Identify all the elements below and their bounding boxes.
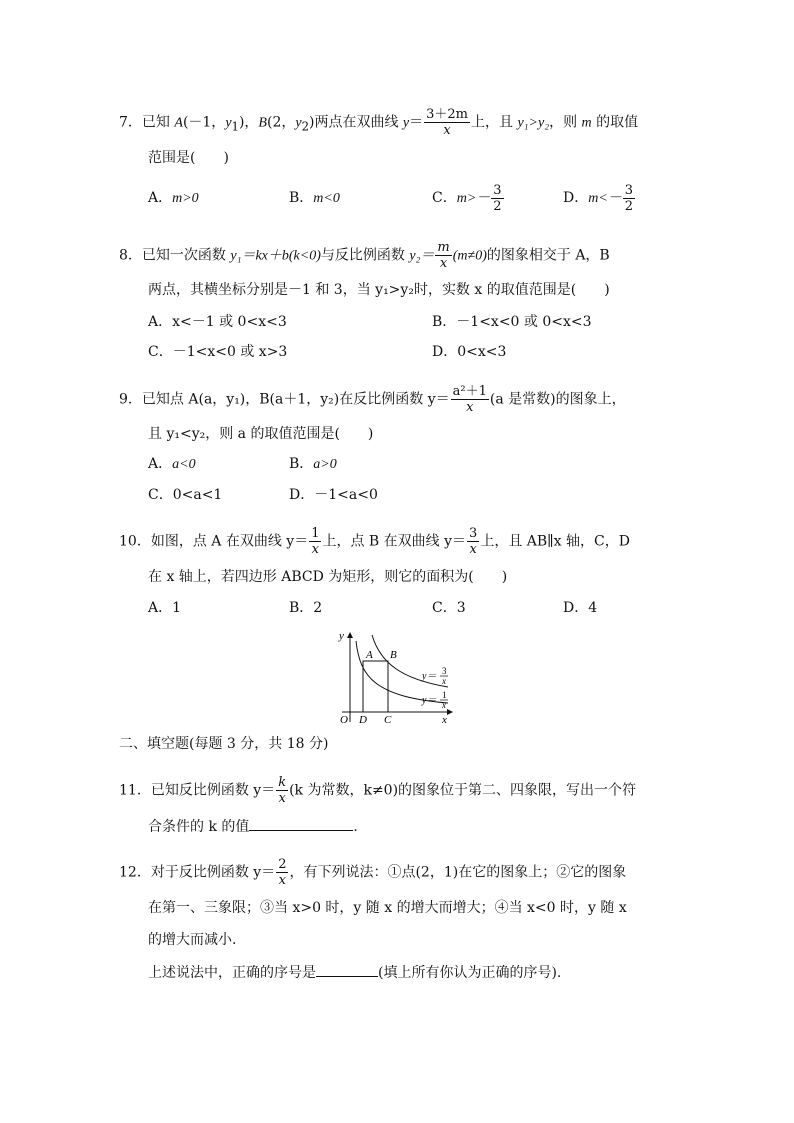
- option-text: 0<a<1: [172, 487, 223, 503]
- fraction-numerator: 3: [469, 526, 478, 541]
- q9-fraction-denominator: x: [466, 400, 474, 415]
- q9-line1: [119, 384, 626, 415]
- curve1-den: x: [442, 676, 446, 686]
- q8-option-a[interactable]: [148, 312, 287, 332]
- q10-fraction-1: [309, 526, 321, 557]
- q7-sub: 1: [231, 119, 239, 134]
- option-label: B．: [289, 456, 314, 472]
- option-label: B．: [432, 314, 457, 330]
- option-fraction: [491, 183, 503, 214]
- option-label: C．: [148, 344, 173, 360]
- q7-option-c[interactable]: [432, 178, 505, 219]
- q9-line2: 且 y₁<y₂，则 a 的取值范围是( ): [148, 426, 374, 442]
- q10-text: 上，且 AB∥x 轴，C，D: [480, 533, 630, 550]
- q12-text: 对于反比例函数 y＝: [150, 864, 276, 881]
- point-a-label: A: [366, 649, 373, 661]
- q8-option-d[interactable]: [432, 342, 506, 362]
- q9-option-b[interactable]: [289, 454, 337, 475]
- option-text: －1<a<0: [314, 487, 378, 503]
- q11-text: (k 为常数，k≠0)的图象位于第二、四象限，写出一个符: [289, 782, 637, 799]
- option-text: m<0: [313, 191, 340, 206]
- option-label: B．: [289, 190, 314, 206]
- q10-figure: [330, 627, 460, 727]
- q8-fraction-numerator: m: [437, 240, 450, 255]
- q7-fraction-denominator: x: [443, 123, 451, 138]
- fraction-denominator: 2: [493, 198, 502, 214]
- q9-option-c[interactable]: [148, 485, 222, 505]
- option-label: C．: [432, 600, 457, 616]
- q7-option-b[interactable]: [289, 188, 340, 209]
- q11-line2: [148, 816, 358, 837]
- option-text: m>0: [172, 191, 199, 206]
- option-text: 0<x<3: [457, 344, 507, 360]
- q8-expression: y₂＝: [409, 248, 435, 264]
- q7-text: 的取值: [591, 114, 639, 131]
- fraction-denominator: 2: [624, 198, 634, 214]
- q11-fraction: [276, 775, 288, 806]
- point-b-label: B: [390, 649, 397, 661]
- q9-option-d[interactable]: [289, 485, 378, 505]
- q10-text: 如图，点 A 在双曲线 y＝: [150, 533, 309, 550]
- point-c-label: C: [384, 714, 392, 726]
- fraction-denominator: x: [469, 542, 477, 557]
- point-d-label: D: [359, 714, 367, 726]
- fraction-numerator: k: [278, 775, 287, 790]
- q10-option-a[interactable]: [148, 598, 181, 618]
- q12-text: ，有下列说法：①点(2，1)在它的图象上；②它的图象: [289, 864, 627, 881]
- q10-number: 10．: [119, 533, 151, 550]
- option-fraction: [623, 183, 635, 214]
- q8-text: 已知一次函数: [141, 247, 231, 264]
- q8-option-b[interactable]: [432, 312, 592, 332]
- q11-text: 合条件的 k 的值: [148, 819, 250, 835]
- curve2-den: x: [442, 700, 446, 710]
- fraction-denominator: x: [278, 873, 286, 888]
- fraction-denominator: x: [311, 542, 320, 557]
- option-label: A．: [148, 600, 173, 616]
- q11-line1: [119, 775, 636, 806]
- q12-fraction: [276, 857, 288, 888]
- q7-text: )两点在双曲线: [309, 114, 403, 131]
- q11-answer-blank[interactable]: [249, 816, 353, 831]
- option-label: D．: [563, 600, 589, 616]
- q7-line1: [119, 107, 638, 138]
- q7-fraction-numerator: 3＋2m: [426, 107, 469, 122]
- option-label: D．: [432, 344, 458, 360]
- curve1-label: y＝: [422, 671, 437, 682]
- fraction-numerator: 3: [624, 182, 634, 198]
- q10-option-d[interactable]: [563, 598, 597, 618]
- curve2-num: 1: [442, 690, 447, 700]
- q7-text: (2，: [266, 114, 296, 131]
- q10-text: 上，点 B 在双曲线 y＝: [322, 533, 467, 550]
- fraction-numerator: 2: [278, 857, 287, 872]
- option-text: m<－: [588, 191, 622, 206]
- option-text: a<0: [172, 457, 196, 472]
- option-text: 1: [172, 600, 182, 616]
- q9-text: (a 是常数)的图象上，: [489, 391, 626, 408]
- option-label: A．: [148, 314, 173, 330]
- q7-condition: y₁>y₂: [517, 115, 550, 131]
- q7-var: y: [295, 115, 302, 131]
- q7-line2: 范围是( ): [148, 150, 229, 166]
- fraction-denominator: x: [278, 791, 286, 806]
- option-label: A．: [148, 456, 173, 472]
- q7-var: m: [581, 115, 592, 131]
- q11-number: 11．: [119, 782, 151, 799]
- q10-fraction-2: [467, 526, 479, 557]
- q12-line4: [148, 962, 561, 983]
- option-text: m>－: [456, 191, 491, 206]
- fraction-numerator: 3: [493, 182, 502, 198]
- q7-number: 7．: [119, 114, 142, 131]
- q9-fraction: [451, 384, 489, 415]
- q12-line2: 在第一、三象限；③当 x>0 时，y 随 x 的增大而增大；④当 x<0 时，y 随 x: [148, 900, 627, 916]
- q9-fraction-numerator: a²＋1: [452, 384, 487, 399]
- q12-line3: 的增大而减小.: [148, 932, 237, 948]
- q8-number: 8．: [119, 247, 142, 264]
- rectangle-abcd: [363, 661, 388, 712]
- q7-option-a[interactable]: [148, 188, 199, 209]
- q7-text: 上，且: [471, 114, 518, 131]
- origin-label: O: [340, 714, 348, 726]
- q7-point-b: B: [258, 115, 267, 131]
- option-text: 3: [456, 600, 466, 616]
- q11-text: 已知反比例函数 y＝: [150, 782, 276, 799]
- q12-text: (填上所有你认为正确的序号).: [378, 965, 562, 981]
- y-axis-label: y: [339, 630, 344, 642]
- q8-expression: (m≠0): [452, 248, 487, 264]
- q12-line1: [119, 857, 626, 888]
- x-axis-label: x: [442, 714, 447, 726]
- q7-text: ，则: [549, 114, 582, 131]
- option-label: A．: [148, 190, 173, 206]
- q7-var: y: [402, 115, 410, 131]
- option-label: D．: [563, 190, 589, 206]
- q7-fraction: [424, 107, 470, 138]
- option-label: C．: [432, 190, 457, 206]
- option-label: C．: [148, 487, 173, 503]
- option-text: 2: [313, 600, 323, 616]
- q7-text: (－1，: [182, 114, 226, 131]
- q9-text: 已知点 A(a，y₁)，B(a＋1，y₂)在反比例函数 y＝: [141, 391, 450, 408]
- curve2-label: y＝: [422, 695, 437, 706]
- q8-line1: [119, 240, 610, 271]
- option-label: D．: [289, 487, 315, 503]
- fraction-numerator: 1: [311, 526, 320, 541]
- curve1-num: 3: [442, 666, 447, 676]
- q10-line1: [119, 526, 630, 557]
- option-text: 4: [588, 600, 598, 616]
- q7-option-d[interactable]: [563, 178, 636, 219]
- q7-equals: ＝: [409, 114, 424, 131]
- q7-point-a: A: [174, 115, 183, 131]
- q8-fraction-denominator: x: [439, 256, 448, 271]
- q10-option-b[interactable]: [289, 598, 322, 618]
- option-text: －1<x<0 或 0<x<3: [456, 314, 592, 330]
- option-text: －1<x<0 或 x>3: [172, 344, 288, 360]
- q8-text: 的图象相交于 A，B: [486, 247, 610, 264]
- q8-line2: 两点，其横坐标分别是－1 和 3，当 y₁>y₂时，实数 x 的取值范围是( ): [148, 282, 610, 298]
- option-text: x<－1 或 0<x<3: [172, 314, 287, 330]
- q11-period: .: [353, 819, 358, 835]
- q12-number: 12．: [119, 864, 151, 881]
- option-label: B．: [289, 600, 314, 616]
- q12-answer-blank[interactable]: [316, 962, 378, 977]
- q12-text: 上述说法中，正确的序号是: [148, 965, 316, 981]
- q8-text: 与反比例函数: [320, 247, 410, 264]
- option-text: a>0: [313, 457, 337, 472]
- section-heading-fill-in: 二、填空题(每题 3 分，共 18 分): [119, 736, 329, 752]
- q7-var: y: [225, 115, 232, 131]
- q7-sub: 2: [301, 119, 309, 134]
- q8-option-c[interactable]: [148, 342, 287, 362]
- q8-fraction: [435, 240, 451, 271]
- q10-option-c[interactable]: [432, 598, 466, 618]
- q7-text: 已知: [141, 114, 175, 131]
- q8-expression: y₁＝kx＋b(k<0): [230, 248, 321, 264]
- q7-text: )，: [238, 114, 259, 131]
- q9-option-a[interactable]: [148, 454, 196, 475]
- q10-line2: 在 x 轴上，若四边形 ABCD 为矩形，则它的面积为( ): [148, 569, 508, 585]
- q9-number: 9．: [119, 391, 142, 408]
